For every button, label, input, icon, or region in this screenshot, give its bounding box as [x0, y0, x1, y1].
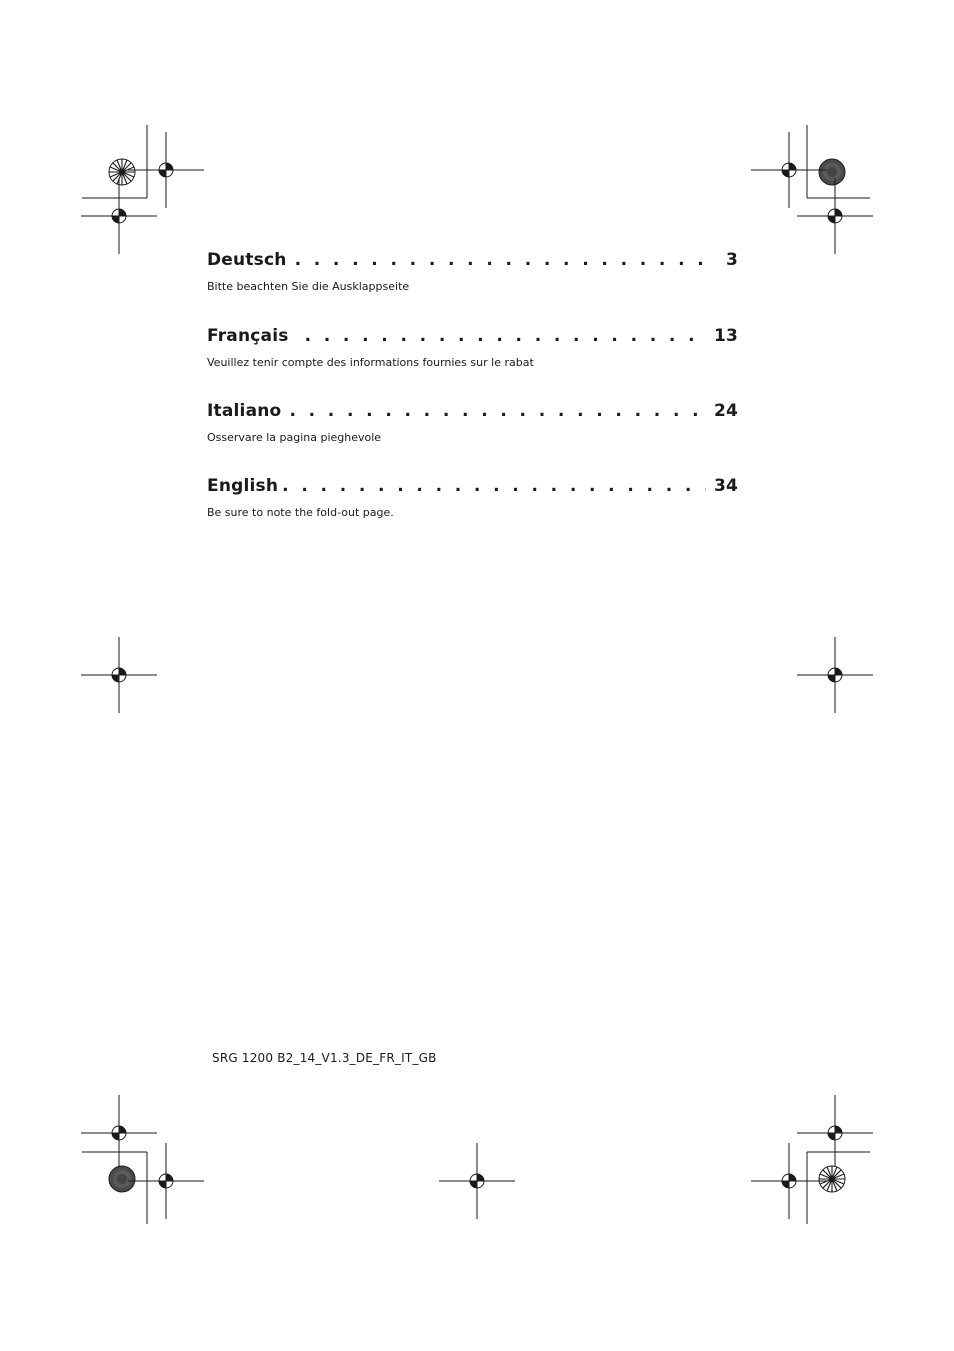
toc-leader-dots: [289, 401, 706, 421]
registration-mark-icon: [797, 178, 873, 254]
toc-leader-dots: [305, 326, 706, 346]
toc-page-number: 34: [713, 476, 738, 496]
registration-mark-icon: [751, 132, 827, 208]
dark-register-mark-icon: [109, 1166, 135, 1192]
toc-title: Français: [207, 326, 289, 346]
toc-note: Osservare la pagina pieghevole: [207, 431, 382, 444]
registration-mark-icon: [81, 637, 157, 713]
registration-mark-icon: [439, 1143, 515, 1219]
registration-mark-icon: [797, 637, 873, 713]
toc-page-number: 24: [713, 401, 738, 421]
toc-leader-dots: [295, 250, 718, 270]
toc-entry-italiano[interactable]: [207, 401, 738, 444]
toc-page-number: 3: [725, 250, 738, 270]
sun-register-mark-icon: [109, 159, 135, 185]
toc-entry-deutsch[interactable]: [207, 250, 738, 293]
toc-note: Veuillez tenir compte des informations fournies sur le rabat: [207, 356, 534, 369]
registration-mark-icon: [81, 178, 157, 254]
toc-title: Italiano: [207, 401, 282, 421]
registration-mark-icon: [81, 1095, 157, 1171]
dark-register-mark-icon: [819, 159, 845, 185]
toc-entry-francais[interactable]: [207, 326, 738, 369]
toc-title: English: [207, 476, 279, 496]
toc-note: Be sure to note the fold-out page.: [207, 506, 394, 519]
toc-page-number: 13: [713, 326, 738, 346]
toc-note: Bitte beachten Sie die Ausklappseite: [207, 280, 410, 293]
document-code: SRG 1200 B2_14_V1.3_DE_FR_IT_GB: [212, 1051, 437, 1065]
toc-leader-dots: [282, 476, 706, 496]
registration-mark-icon: [797, 1095, 873, 1171]
registration-mark-icon: [128, 1143, 204, 1219]
toc-entry-english[interactable]: [207, 476, 738, 519]
sun-register-mark-icon: [819, 1166, 845, 1192]
registration-mark-icon: [751, 1143, 827, 1219]
toc-title: Deutsch: [207, 250, 287, 270]
registration-mark-icon: [128, 132, 204, 208]
